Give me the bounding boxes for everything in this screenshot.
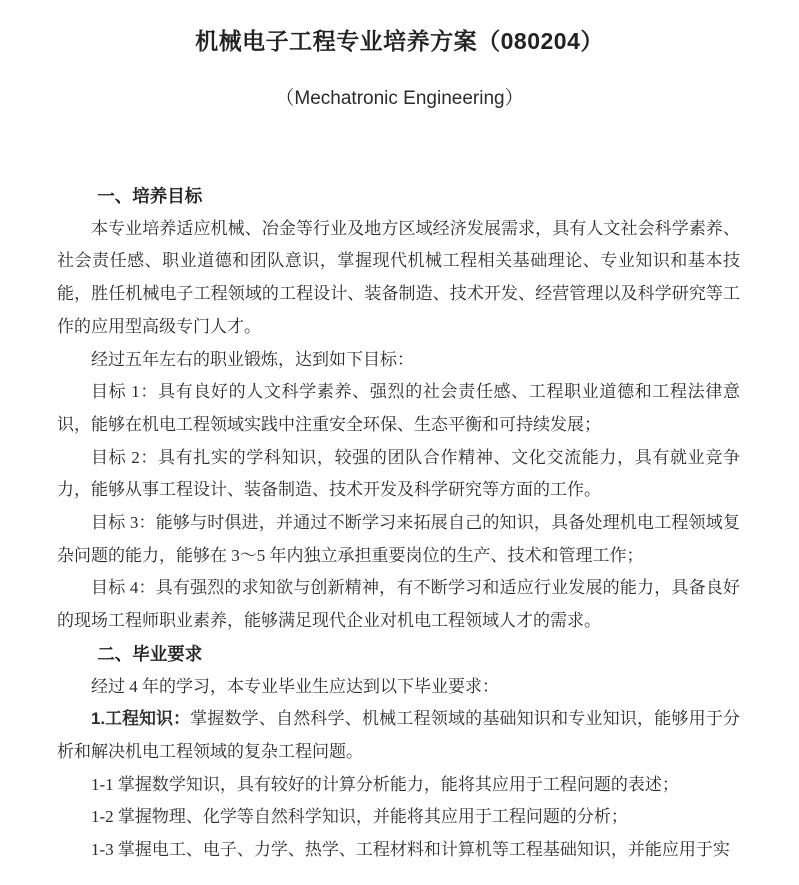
paragraph-program-overview: 本专业培养适应机械、冶金等行业及地方区域经济发展需求，具有人文社会科学素养、社会责任感、职业道德和团队意识，掌握现代机械工程相关基础理论、专业知识和基本技能，胜任机械电子工程领域的工程设计、装备制造、技术开发、经营管理以及科学研究等工作的应用型高级专门人才。 (57, 218, 740, 336)
paragraph-item-1-2: 1-2 掌握物理、化学等自然科学知识，并能将其应用于工程问题的分析； (91, 807, 628, 827)
requirement-1-label: 1.工程知识： (91, 709, 191, 729)
requirement-1-text: 掌握数学、自然科学、机械工程领域的基础知识和专业知识，能够用于分析和解决机电工程领域的复杂工程问题。 (57, 709, 741, 761)
paragraph-goal-4: 目标 4：具有强烈的求知欲与创新精神，有不断学习和适应行业发展的能力，具备良好的现场工程师职业素养，能够满足现代企业对机电工程领域人才的需求。 (57, 578, 740, 631)
paragraph-item-1-1: 1-1 掌握数学知识，具有较好的计算分析能力，能将其应用于工程问题的表述； (91, 774, 679, 794)
paragraph-item-1-3: 1-3 掌握电工、电子、力学、热学、工程材料和计算机等工程基础知识，并能应用于实 (91, 840, 730, 860)
paragraph-goal-1: 目标 1：具有良好的人文科学素养、强烈的社会责任感、工程职业道德和工程法律意识，能够在机电工程领域实践中注重安全环保、生态平衡和可持续发展； (57, 382, 740, 434)
section-heading-training-objectives: 一、培养目标 (97, 186, 203, 206)
paragraph-graduation-intro: 经过 4 年的学习，本专业毕业生应达到以下毕业要求： (91, 676, 499, 696)
paragraph-requirement-1 (57, 703, 740, 768)
section-heading-graduation-requirements: 二、毕业要求 (97, 643, 203, 664)
document-body (0, 180, 799, 867)
paragraph-goal-intro: 经过五年左右的职业锻炼，达到如下目标： (91, 349, 414, 369)
paragraph-goal-2: 目标 2：具有扎实的学科知识，较强的团队合作精神、文化交流能力，具有就业竞争力，能够从事工程设计、装备制造、技术开发及科学研究等方面的工作。 (57, 447, 740, 500)
document-subtitle-english: （Mechatronic Engineering） (275, 88, 524, 109)
paragraph-goal-3: 目标 3：能够与时俱进，并通过不断学习来拓展自己的知识，具备处理机电工程领域复杂问题的能力，能够在 3～5 年内独立承担重要岗位的生产、技术和管理工作； (57, 513, 740, 565)
document-title: 机械电子工程专业培养方案（080204） (195, 28, 604, 54)
